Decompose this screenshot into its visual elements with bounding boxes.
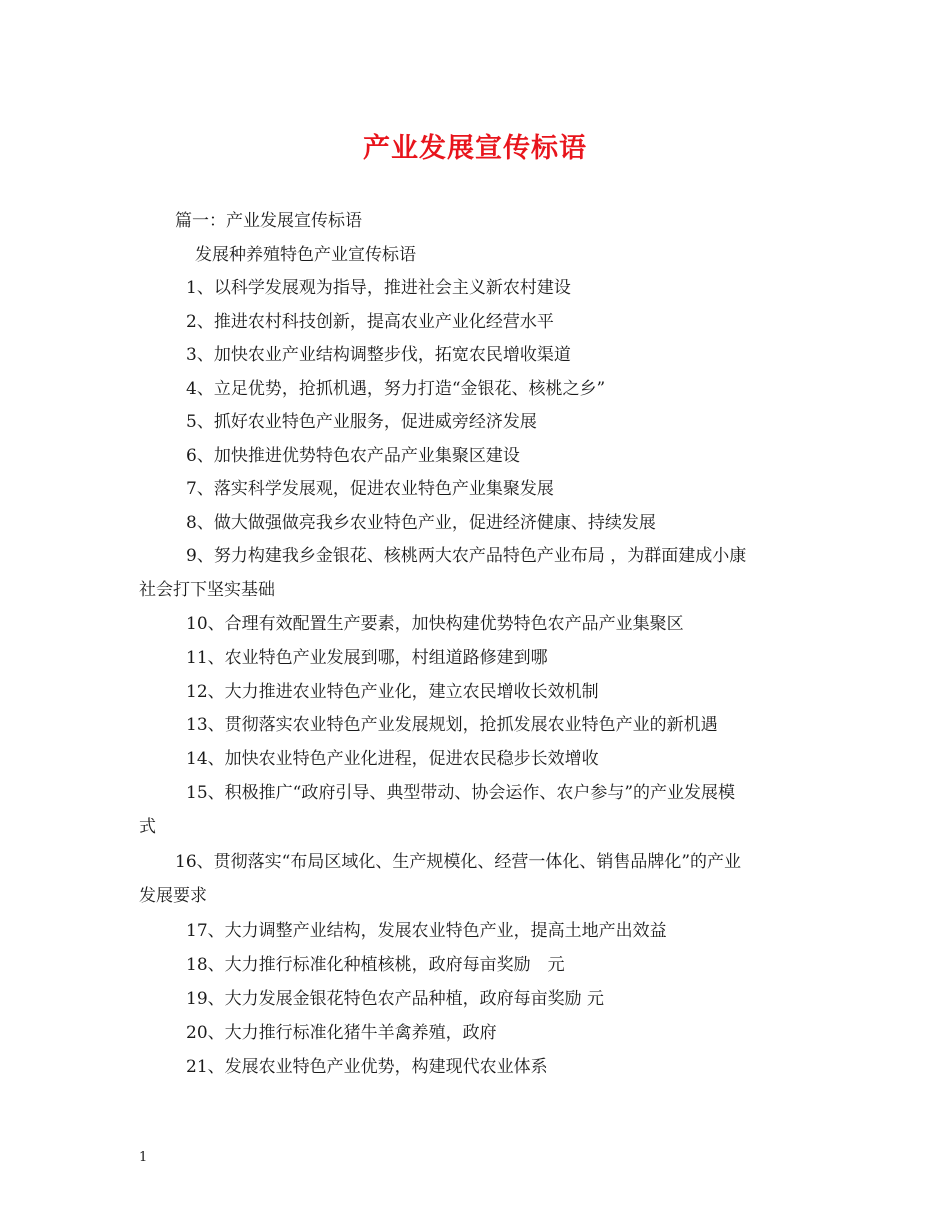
list-item: 4、立足优势，抢抓机遇，努力打造“金银花、核桃之乡” — [186, 379, 606, 399]
section-heading: 篇一：产业发展宣传标语 — [175, 211, 362, 231]
list-item: 21、发展农业特色产业优势，构建现代农业体系 — [186, 1057, 548, 1077]
list-item: 8、做大做强做亮我乡农业特色产业，促进经济健康、持续发展 — [186, 513, 656, 533]
list-item: 3、加快农业产业结构调整步伐，拓宽农民增收渠道 — [186, 345, 571, 365]
list-item: 16、贯彻落实“布局区域化、生产规模化、经营一体化、销售品牌化”的产业 — [175, 852, 742, 872]
list-item: 2、推进农村科技创新，提高农业产业化经营水平 — [186, 312, 554, 332]
list-item: 20、大力推行标准化猪牛羊禽养殖，政府 — [186, 1023, 497, 1043]
list-item: 11、农业特色产业发展到哪，村组道路修建到哪 — [186, 648, 548, 668]
list-item: 7、落实科学发展观，促进农业特色产业集聚发展 — [186, 479, 554, 499]
list-item: 12、大力推进农业特色产业化，建立农民增收长效机制 — [186, 682, 599, 702]
list-item: 13、贯彻落实农业特色产业发展规划，抢抓发展农业特色产业的新机遇 — [186, 715, 718, 735]
list-item: 15、积极推广“政府引导、典型带动、协会运作、农户参与”的产业发展模 — [186, 783, 736, 803]
list-item: 6、加快推进优势特色农产品产业集聚区建设 — [186, 446, 520, 466]
list-item: 10、合理有效配置生产要素，加快构建优势特色农产品产业集聚区 — [186, 614, 684, 634]
list-item: 17、大力调整产业结构，发展农业特色产业，提高土地产出效益 — [186, 921, 667, 941]
list-item: 18、大力推行标准化种植核桃，政府每亩奖励 元 — [186, 955, 565, 975]
document-title: 产业发展宣传标语 — [363, 133, 587, 164]
list-item: 5、抓好农业特色产业服务，促进威旁经济发展 — [186, 412, 537, 432]
list-item-continuation: 发展要求 — [139, 886, 207, 906]
subsection-heading: 发展种养殖特色产业宣传标语 — [195, 245, 416, 265]
list-item: 19、大力发展金银花特色农产品种植，政府每亩奖励 元 — [186, 989, 605, 1009]
list-item-continuation: 社会打下坚实基础 — [139, 580, 275, 600]
list-item: 14、加快农业特色产业化进程，促进农民稳步长效增收 — [186, 749, 599, 769]
list-item: 1、以科学发展观为指导，推进社会主义新农村建设 — [186, 278, 571, 298]
list-item-continuation: 式 — [139, 817, 156, 837]
list-item: 9、努力构建我乡金银花、核桃两大农产品特色产业布局 ，为群面建成小康 — [186, 546, 747, 566]
page-number: 1 — [139, 1150, 148, 1165]
